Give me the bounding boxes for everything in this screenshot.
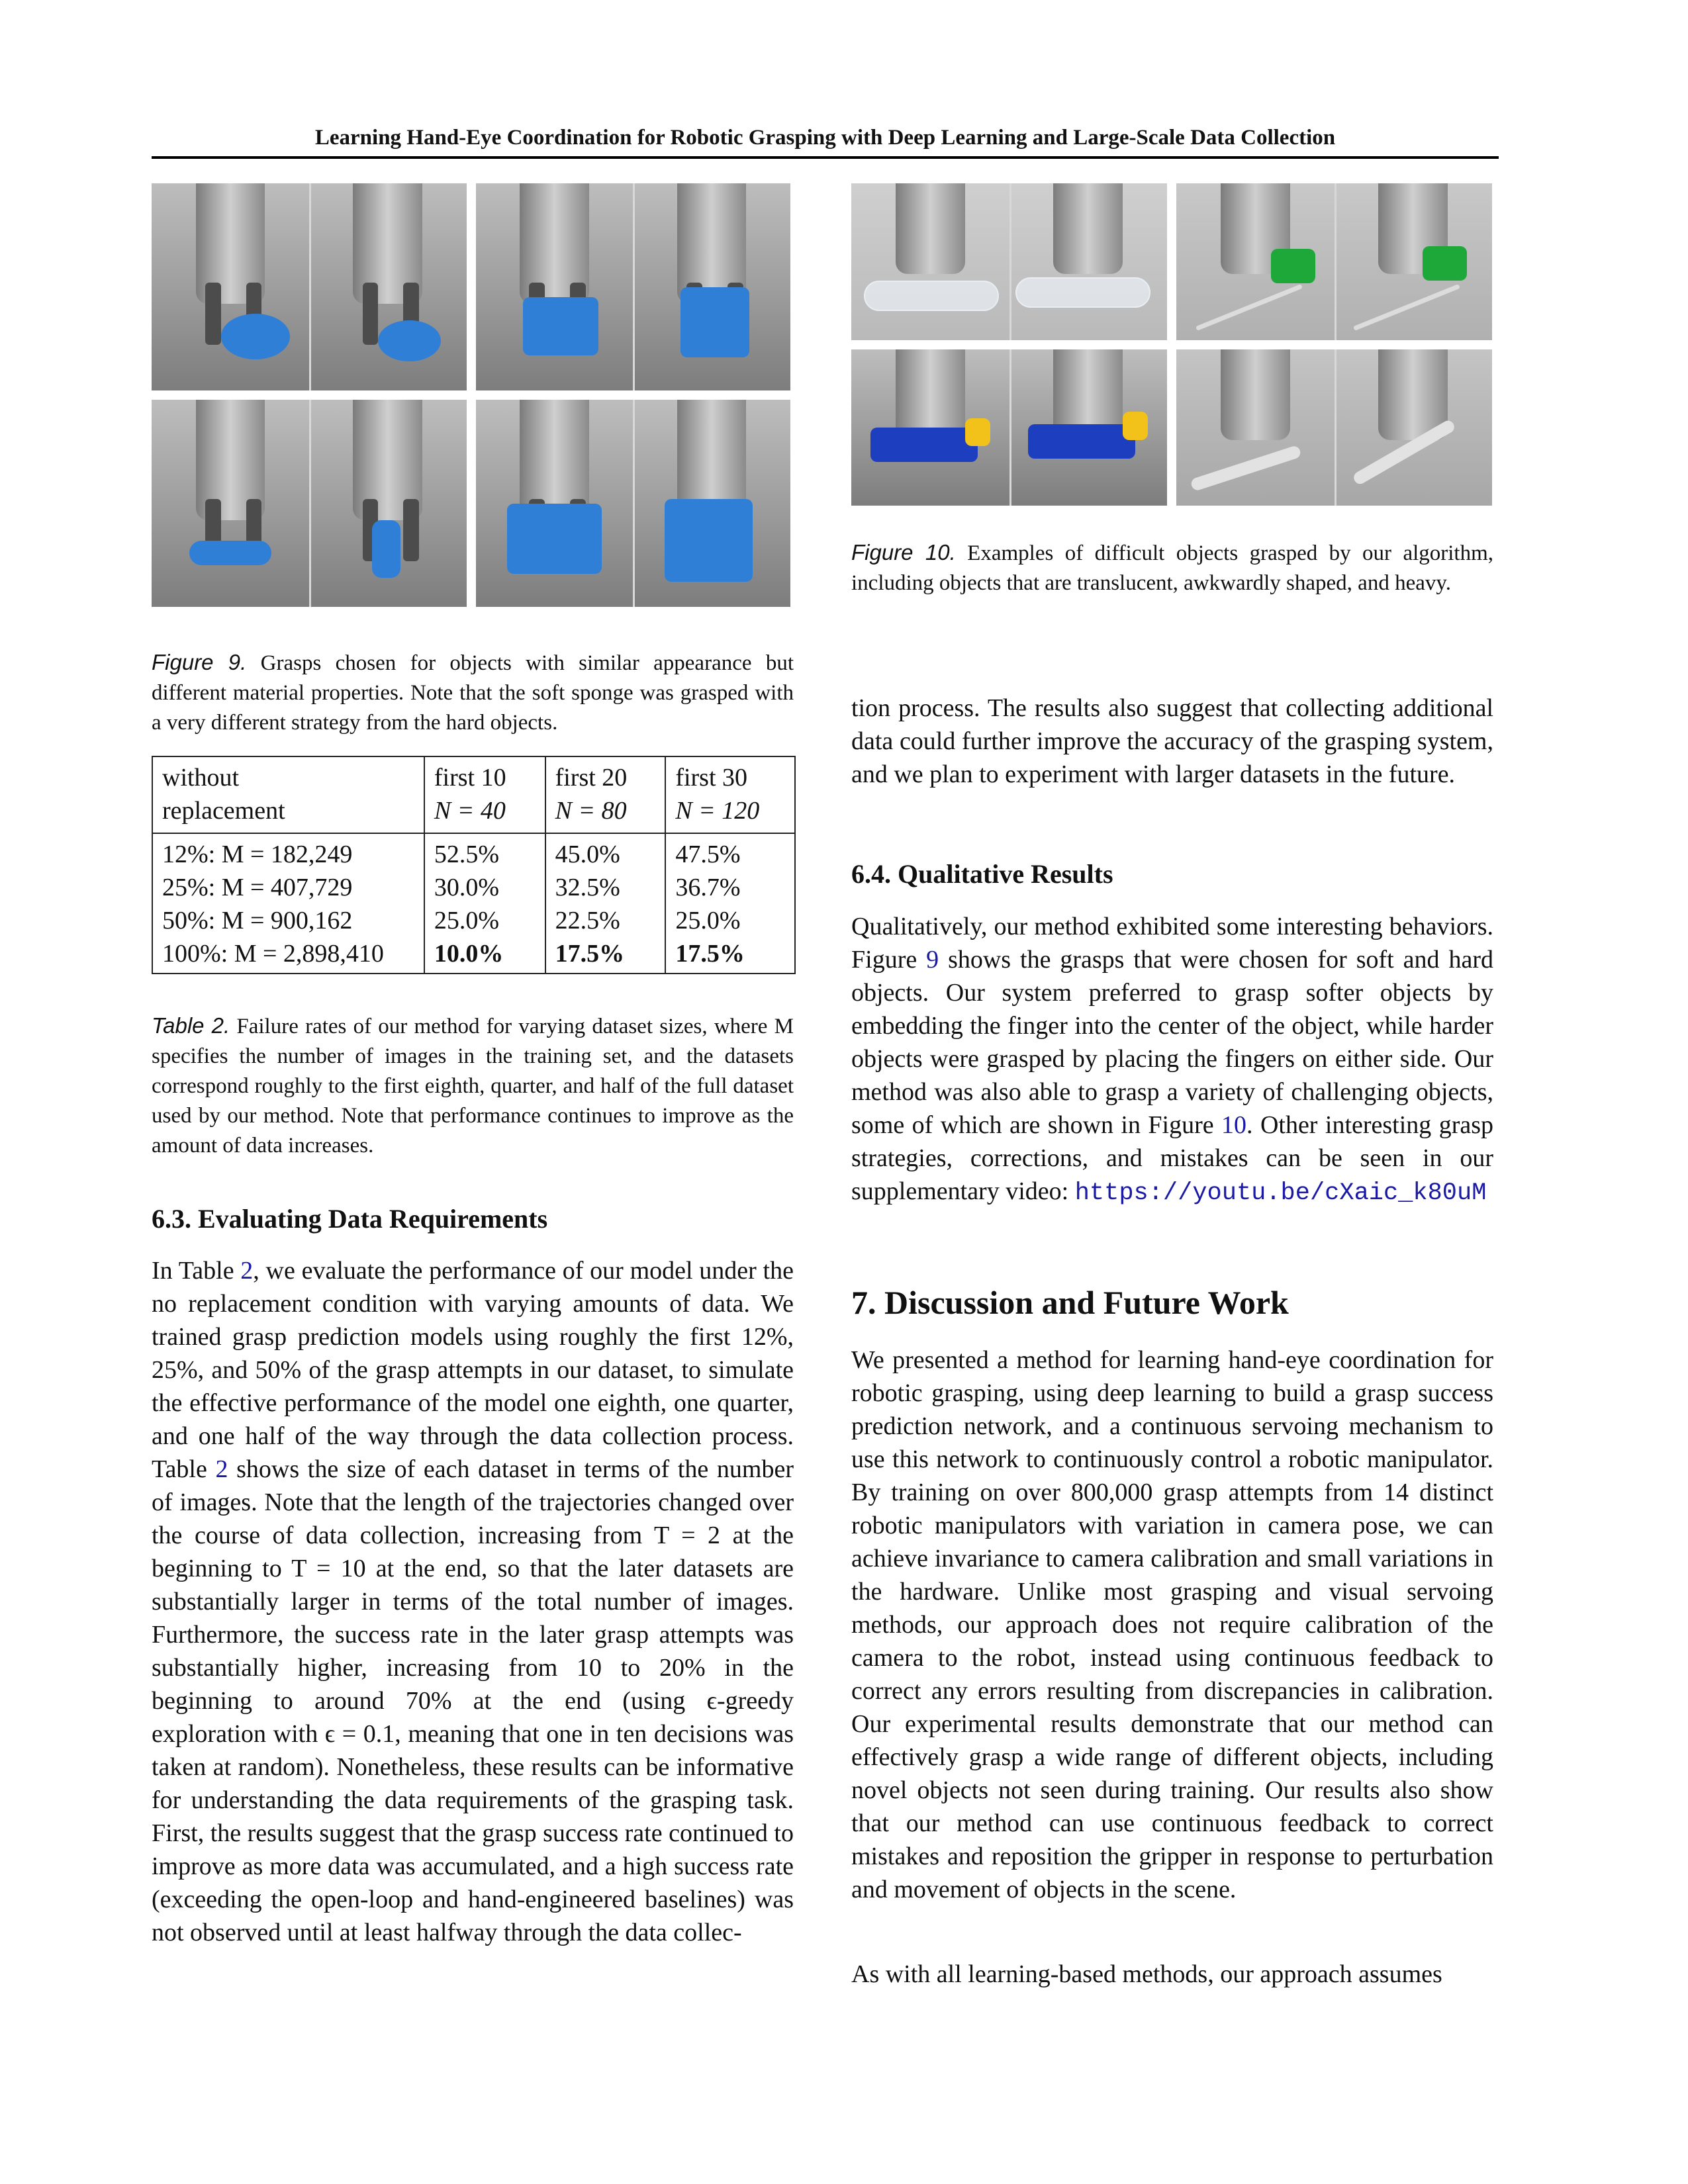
table-cell: 30.0% xyxy=(424,871,545,904)
table-header-cell: first 30 N = 120 xyxy=(665,756,795,833)
clamp-object xyxy=(870,428,978,462)
photo-clamp xyxy=(851,349,1167,506)
table-cell: 50%: M = 900,162 xyxy=(152,904,424,937)
table-2-caption-text: Failure rates of our method for varying dataset sizes, where M specifies the number of images in the training set, and the datasets correspond roughly to the first eighth, quarter, and half of the full dataset used by our method. Note that performance continues to improve as the amount of data increases. xyxy=(152,1015,794,1158)
table-cell: 52.5% xyxy=(424,833,545,871)
table-cell: 45.0% xyxy=(545,833,666,871)
header-rule xyxy=(152,156,1499,159)
sponge-object-2 xyxy=(378,320,441,362)
section-6-3-heading: 6.3. Evaluating Data Requirements xyxy=(152,1204,548,1234)
eraser-object xyxy=(523,297,598,355)
table-cell: 36.7% xyxy=(665,871,795,904)
video-url-link[interactable]: https://youtu.be/cXaic_k80uM xyxy=(1074,1179,1487,1207)
wrench-shaft xyxy=(1196,285,1303,332)
photo-sponge xyxy=(152,183,467,390)
sponge-object xyxy=(221,314,291,359)
block-object-2 xyxy=(665,499,753,582)
figure-10-images xyxy=(851,183,1492,506)
table-cell-best: 17.5% xyxy=(665,937,795,974)
table-cell: 25%: M = 407,729 xyxy=(152,871,424,904)
table-cell: 12%: M = 182,249 xyxy=(152,833,424,871)
wrench-handle-2 xyxy=(1423,246,1467,281)
table-row xyxy=(152,937,795,974)
table-cell: 22.5% xyxy=(545,904,666,937)
figure-9-label: Figure 9. xyxy=(152,650,247,674)
clamp-jaw xyxy=(965,418,990,447)
section-6-4-paragraph: Qualitatively, our method exhibited some interesting behaviors. Figure 9 shows the grasps that were chosen for soft and hard objects. Our system preferred to grasp softer objects by embedding the finger into the center of the object, while harder objects were grasped by placing the fingers on either side. Our method was also able to grasp a variety of challenging objects, some of which are shown in Figure 10. Other interesting grasp strategies, corrections, and mistakes can be seen in our supplementary video: https://youtu.be/cXaic_k80uM xyxy=(851,913,1494,1207)
figure-10-caption-text: Examples of difficult objects grasped by our algorithm, including objects that are translucent, awkwardly shaped, and heavy. xyxy=(851,541,1493,595)
table-cell: 100%: M = 2,898,410 xyxy=(152,937,424,974)
clamp-object-2 xyxy=(1028,424,1135,459)
table-cell: 47.5% xyxy=(665,833,795,871)
figure-9-caption-text: Grasps chosen for objects with similar appearance but different material properties. Note that the soft sponge was grasped with a very different strategy from the hard objects. xyxy=(152,651,794,735)
figure-10-caption xyxy=(851,537,1493,598)
bottle-object-2 xyxy=(1015,277,1150,308)
wrench-shaft-2 xyxy=(1353,285,1460,332)
section-7-heading: 7. Discussion and Future Work xyxy=(851,1284,1289,1321)
clamp-jaw-2 xyxy=(1123,412,1148,440)
eraser-object-2 xyxy=(680,287,750,357)
section-7-paragraph-2: As with all learning-based methods, our approach assumes xyxy=(851,1960,1442,1988)
figure-9-caption xyxy=(152,647,794,738)
table-cell-best: 17.5% xyxy=(545,937,666,974)
table-2-caption xyxy=(152,1011,794,1161)
bracket-object xyxy=(1190,445,1301,492)
table-row xyxy=(152,904,795,937)
table-header-cell: first 10 N = 40 xyxy=(424,756,545,833)
photo-eraser xyxy=(476,183,791,390)
table-header-cell: without replacement xyxy=(152,756,424,833)
pipe-object xyxy=(189,541,271,566)
table-2-link[interactable]: 2 xyxy=(240,1257,254,1285)
photo-pipe xyxy=(152,400,467,607)
table-cell: 32.5% xyxy=(545,871,666,904)
running-header: Learning Hand-Eye Coordination for Robotic Grasping with Deep Learning and Large-Scale Data Collection xyxy=(314,126,1336,150)
photo-wrench xyxy=(1176,183,1492,340)
figure-9-link[interactable]: 9 xyxy=(926,946,939,974)
table-cell: 25.0% xyxy=(665,904,795,937)
figure-10-label: Figure 10. xyxy=(851,540,956,565)
bottle-object xyxy=(864,281,999,312)
table-row xyxy=(152,871,795,904)
figure-9-images xyxy=(152,183,790,607)
table-2 xyxy=(152,756,796,974)
continued-paragraph: tion process. The results also suggest that collecting additional data could further improve the accuracy of the grasping system, and we plan to experiment with larger datasets in the future. xyxy=(851,694,1493,788)
table-header-row xyxy=(152,756,795,833)
table-2-label: Table 2. xyxy=(152,1013,230,1038)
table-cell: 25.0% xyxy=(424,904,545,937)
section-6-3-paragraph: In Table 2, we evaluate the performance of our model under the no replacement condition with varying amounts of data. We trained grasp prediction models using roughly the first 12%, 25%, and 50% of the grasp attempts in our dataset, to simulate the effective performance of the model one eighth, one quarter, and one half of the way through the data collection process. Table 2 shows the size of each dataset in terms of the number of images. Note that the length of the trajectories changed over the course of data collection, increasing from T = 2 at the beginning to T = 10 at the end, so that the later datasets are substantially larger in terms of the total number of images. Furthermore, the success rate in the later grasp attempts was substantially higher, increasing from 10 to 20% in the beginning to around 70% at the end (using ϵ-greedy exploration with ϵ = 0.1, meaning that one in ten decisions was taken at random). Nonetheless, these results can be informative for understanding the data requirements of the grasping task. First, the results suggest that the grasp success rate continued to improve as more data was accumulated, and a high success rate (exceeding the open-loop and hand-engineered baselines) was not observed until at least halfway through the data collec- xyxy=(152,1257,794,1946)
pipe-object-2 xyxy=(372,520,400,578)
table-header-cell: first 20 N = 80 xyxy=(545,756,666,833)
table-cell-best: 10.0% xyxy=(424,937,545,974)
figure-10-link[interactable]: 10 xyxy=(1221,1111,1247,1139)
photo-bottle xyxy=(851,183,1167,340)
photo-bracket xyxy=(1176,349,1492,506)
table-2-link[interactable]: 2 xyxy=(215,1455,228,1483)
table-row xyxy=(152,833,795,871)
photo-block xyxy=(476,400,791,607)
wrench-handle xyxy=(1271,249,1315,283)
block-object xyxy=(507,504,602,574)
section-6-4-heading: 6.4. Qualitative Results xyxy=(851,859,1113,889)
section-7-paragraph: We presented a method for learning hand-eye coordination for robotic grasping, using deep learning to build a grasp success prediction network, and a continuous servoing mechanism to use this network to continuously control a robotic manipulator. By training on over 800,000 grasp attempts from 14 distinct robotic manipulators with variation in camera pose, we can achieve invariance to camera calibration and small variations in the hardware. Unlike most grasping and visual servoing methods, our approach does not require calibration of the camera to the robot, instead using continuous feedback to correct any errors resulting from discrepancies in calibration. Our experimental results demonstrate that our method can effectively grasp a wide range of different objects, including novel objects not seen during training. Our results also show that our method can use continuous feedback to correct mistakes and reposition the gripper in response to perturbation and movement of objects in the scene. xyxy=(851,1346,1493,1903)
